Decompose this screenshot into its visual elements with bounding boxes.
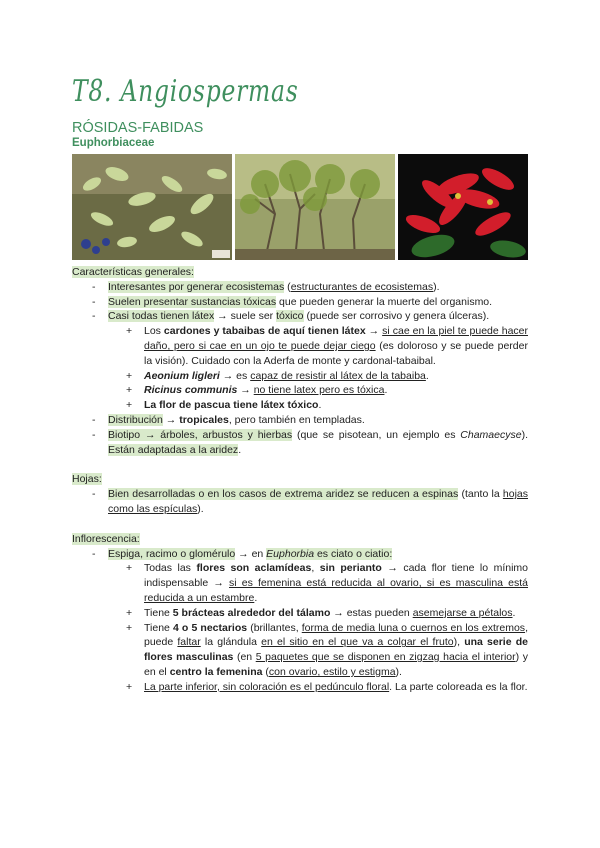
list-item: - Distribución → tropicales, pero también en templadas. bbox=[72, 413, 528, 428]
list-item: - Suelen presentar sustancias tóxicas que pueden generar la muerte del organismo. bbox=[72, 295, 528, 310]
page-title: T8. Angiospermas bbox=[72, 74, 299, 109]
list-item: - Biotipo → árboles, arbustos y hierbas (que se pisotean, un ejemplo es Chamaecyse). Están adaptadas a la aridez. bbox=[72, 428, 528, 458]
tabaiba-photo bbox=[72, 154, 232, 260]
inflorescencia-list bbox=[72, 547, 528, 695]
hojas-heading: Hojas: bbox=[72, 473, 102, 486]
ciato-sublist bbox=[108, 561, 528, 694]
list-item: - Interesantes por generar ecosistemas (estructurantes de ecosistemas). bbox=[72, 280, 528, 295]
poinsettia-photo bbox=[398, 154, 528, 260]
list-item: + La flor de pascua tiene látex tóxico. bbox=[108, 398, 528, 413]
latex-sublist bbox=[108, 324, 528, 413]
hojas-list bbox=[72, 487, 528, 517]
section-heading: RÓSIDAS-FABIDAS bbox=[72, 120, 204, 136]
list-item: + Aeonium ligleri → es capaz de resistir al látex de la tabaiba. bbox=[108, 369, 528, 384]
list-item: + Todas las flores son aclamídeas, sin perianto → cada flor tiene lo mínimo indispensable → si es femenina está reducida al ovario, si es masculina está reducida a un estambre. bbox=[108, 561, 528, 605]
list-item: + Los cardones y tabaibas de aquí tienen látex → si cae en la piel te puede hacer daño, pero si cae en un ojo te puede dejar ciego (es doloroso y se puede perder la visión). Cuidado con la Aderfa de monte y cardonal-tabaibal. bbox=[108, 324, 528, 368]
notes-body bbox=[72, 265, 528, 695]
shrub-photo bbox=[235, 154, 395, 260]
inflorescencia-heading: Inflorescencia: bbox=[72, 532, 140, 545]
list-item: + Tiene 4 o 5 nectarios (brillantes, forma de media luna o cuernos en los extremos, puede faltar la glándula en el sitio en el que va a colgar el fruto), una serie de flores masculinas (en 5 paquetes que se disponen en zigzag hacia el interior) y en el centro la femenina (con ovario, estilo y estigma). bbox=[108, 621, 528, 680]
list-item: + La parte inferior, sin coloración es el pedúnculo floral. La parte coloreada es la flor. bbox=[108, 680, 528, 695]
general-list bbox=[72, 280, 528, 458]
general-heading: Características generales: bbox=[72, 266, 194, 278]
list-item: - Casi todas tienen látex → suele ser tóxico (puede ser corrosivo y genera úlceras). + Los cardones y tabaibas de aquí tienen látex → si cae en la piel te puede hacer daño, pero si cae en un ojo te puede dejar ciego (es doloroso y se puede perder la visión). Cuidado con la Aderfa de monte y cardonal-tabaibal. + Aeonium ligleri → es capaz de resistir al látex de la tabaiba. + Ricinus communis → no tiene latex pero es tóxica. + La flor de pascua tiene látex tóxico. bbox=[72, 309, 528, 413]
family-name: Euphorbiaceae bbox=[72, 137, 155, 149]
list-item: - Bien desarrolladas o en los casos de extrema aridez se reducen a espinas (tanto la hojas como las espículas). bbox=[72, 487, 528, 517]
list-item: + Ricinus communis → no tiene latex pero es tóxica. bbox=[108, 383, 528, 398]
list-item: + Tiene 5 brácteas alrededor del tálamo → estas pueden asemejarse a pétalos. bbox=[108, 606, 528, 621]
list-item: - Espiga, racimo o glomérulo → en Euphorbia es ciato o ciatio: + Todas las flores son aclamídeas, sin perianto → cada flor tiene lo mínimo indispensable → si es femenina está reducida al ovario, si es masculina está reducida a un estambre. + Tiene 5 brácteas alrededor del tálamo → estas pueden asemejarse a pétalos. + Tiene 4 o 5 nectarios (brillantes, forma de media luna o cuernos en los extremos, puede faltar la glándula en el sitio en el que va a colgar el fruto), una serie de flores masculinas (en 5 paquetes que se disponen en zigzag hacia el interior) y en el centro la femenina (con ovario, estilo y estigma). + La parte inferior, sin coloración es el pedúnculo floral. La parte coloreada es la flor. bbox=[72, 547, 528, 695]
